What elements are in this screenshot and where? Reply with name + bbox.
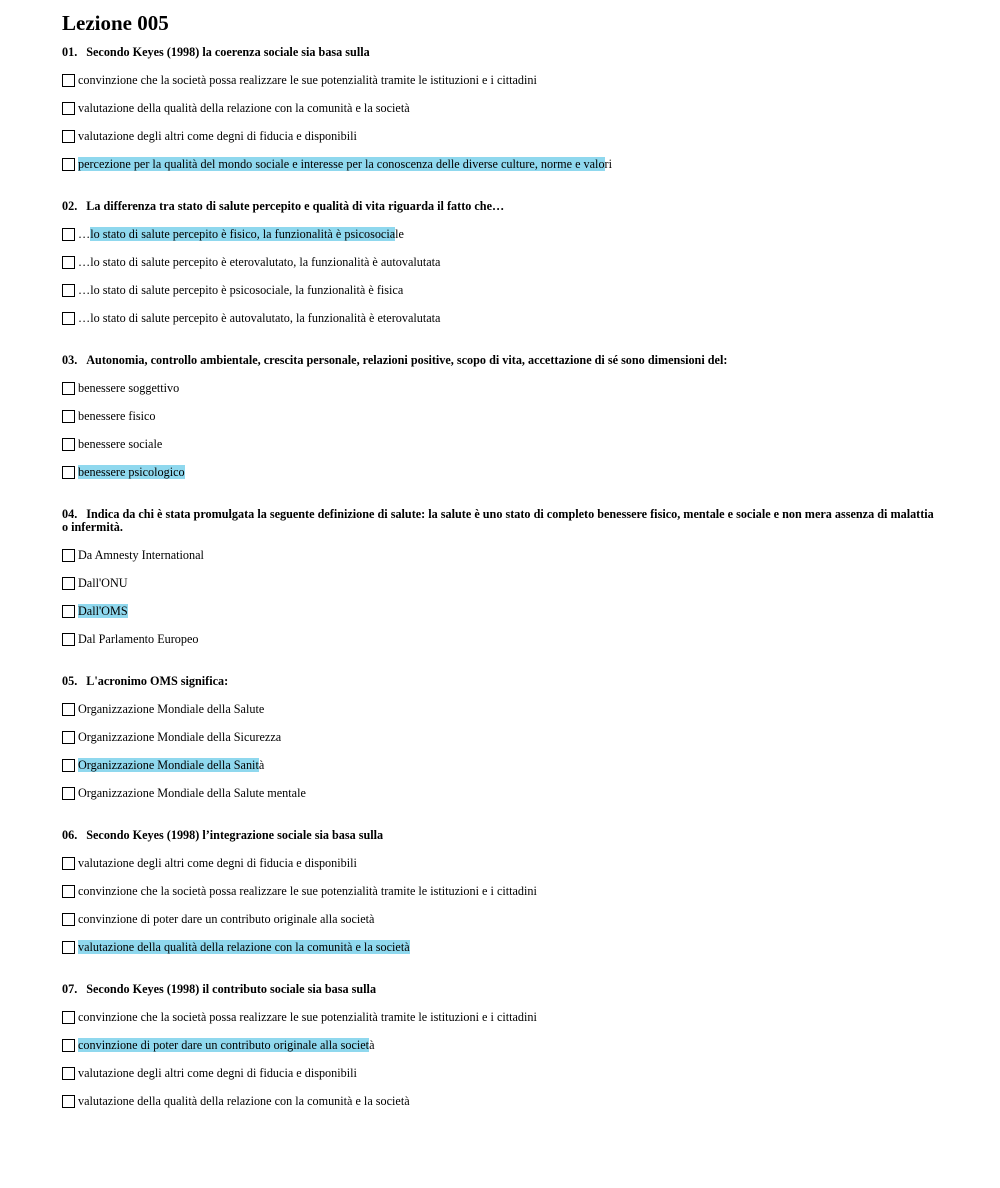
question-spacer [62,660,942,673]
answer-label [78,632,198,647]
answer-option[interactable] [62,73,942,101]
answer-highlight: percezione per la qualità del mondo sociale e interesse per la conoscenza delle diverse culture, norme e valo [78,157,605,171]
answer-checkbox[interactable] [62,857,75,870]
answer-option[interactable] [62,381,942,409]
answer-text: …lo stato di salute percepito è psicosociale, la funzionalità è fisica [78,283,404,297]
answer-checkbox[interactable] [62,549,75,562]
answer-highlight: benessere psicologico [78,465,185,479]
answer-text: le [395,227,404,241]
answer-label [78,758,264,773]
answer-label [78,548,204,563]
question-text [62,352,942,367]
answer-text: Organizzazione Mondiale della Sicurezza [78,730,282,744]
question-4 [62,506,942,673]
answer-text: convinzione che la società possa realizzare le sue potenzialità tramite le istituzioni e i cittadini [78,1010,537,1024]
question-text [62,827,942,842]
answer-checkbox[interactable] [62,703,75,716]
question-number: 02. [62,199,78,213]
question-number: 01. [62,45,78,59]
answer-text: …lo stato di salute percepito è autovalutato, la funzionalità è eterovalutata [78,311,441,325]
answer-option[interactable] [62,730,942,758]
answer-text: benessere sociale [78,437,163,451]
answer-text: Dal Parlamento Europeo [78,632,199,646]
answer-option[interactable] [62,311,942,339]
question-number: 03. [62,353,78,367]
answer-text: benessere soggettivo [78,381,180,395]
answer-text: Da Amnesty International [78,548,204,562]
answer-highlight: Dall'OMS [78,604,128,618]
question-number: 07. [62,982,78,996]
answer-option[interactable] [62,576,942,604]
answer-checkbox[interactable] [62,466,75,479]
answer-label [78,1066,357,1081]
question-number: 06. [62,828,78,842]
answer-text: …lo stato di salute percepito è eterovalutato, la funzionalità è autovalutata [78,255,441,269]
question-3 [62,352,942,506]
question-label: La differenza tra stato di salute percepito e qualità di vita riguarda il fatto che… [86,199,505,213]
question-2 [62,198,942,352]
answer-option[interactable] [62,604,942,632]
answer-label [78,1010,537,1025]
answer-text: valutazione degli altri come degni di fiducia e disponibili [78,1066,357,1080]
answer-option[interactable] [62,1094,942,1122]
answer-option[interactable] [62,912,942,940]
answer-label [78,1094,410,1109]
answer-option[interactable] [62,1066,942,1094]
answer-option[interactable] [62,227,942,255]
answer-label [78,730,281,745]
question-spacer [62,814,942,827]
answer-option[interactable] [62,940,942,968]
answer-label [78,1038,374,1053]
question-text [62,44,942,59]
answer-option[interactable] [62,283,942,311]
question-spacer [62,339,942,352]
answer-label [78,576,128,591]
answer-label [78,465,185,480]
answer-label [78,912,374,927]
answer-text: Organizzazione Mondiale della Salute [78,702,265,716]
question-text [62,981,942,996]
answer-checkbox[interactable] [62,885,75,898]
answer-option[interactable] [62,758,942,786]
answer-label [78,381,179,396]
answer-text: Organizzazione Mondiale della Salute mentale [78,786,306,800]
question-label: Autonomia, controllo ambientale, crescita personale, relazioni positive, scopo di vita, accettazione di sé sono dimensioni del: [86,353,728,367]
answer-option[interactable] [62,157,942,185]
quiz-page [62,10,942,1135]
question-number: 04. [62,507,78,521]
question-text [62,506,942,534]
answer-label [78,311,440,326]
answer-label [78,129,357,144]
answer-label [78,604,128,619]
answer-highlight: Organizzazione Mondiale della Sanit [78,758,259,772]
answer-option[interactable] [62,786,942,814]
answer-label [78,409,156,424]
answer-label [78,884,537,899]
answer-checkbox[interactable] [62,102,75,115]
answer-option[interactable] [62,1038,942,1066]
answer-label [78,101,410,116]
question-spacer [62,493,942,506]
answer-checkbox[interactable] [62,256,75,269]
answer-highlight: lo stato di salute percepito è fisico, la funzionalità è psicosocia [90,227,396,241]
answer-text: à [258,758,265,772]
answer-text: à [369,1038,375,1052]
answer-option[interactable] [62,856,942,884]
answer-option[interactable] [62,129,942,157]
answer-option[interactable] [62,465,942,493]
question-label: L'acronimo OMS significa: [86,674,229,688]
answer-highlight: valutazione della qualità della relazione con la comunità e la società [78,940,410,954]
answer-option[interactable] [62,437,942,465]
answer-label [78,786,306,801]
answer-label [78,856,357,871]
question-6 [62,827,942,981]
answer-checkbox[interactable] [62,1095,75,1108]
page-title: Lezione 005 [62,11,169,35]
answer-text: benessere fisico [78,409,156,423]
answer-label [78,255,440,270]
question-spacer [62,1122,942,1135]
question-list [62,44,942,1135]
question-spacer [62,185,942,198]
answer-option[interactable] [62,884,942,912]
answer-checkbox[interactable] [62,759,75,772]
answer-checkbox[interactable] [62,1067,75,1080]
answer-option[interactable] [62,255,942,283]
answer-option[interactable] [62,702,942,730]
answer-checkbox[interactable] [62,438,75,451]
answer-label [78,283,403,298]
answer-checkbox[interactable] [62,130,75,143]
question-spacer [62,968,942,981]
question-text [62,198,942,213]
answer-checkbox[interactable] [62,74,75,87]
question-number: 05. [62,674,78,688]
question-5 [62,673,942,827]
question-label: Secondo Keyes (1998) la coerenza sociale sia basa sulla [86,45,370,59]
answer-text: convinzione che la società possa realizzare le sue potenzialità tramite le istituzioni e i cittadini [78,884,537,898]
answer-option[interactable] [62,1010,942,1038]
answer-text: valutazione della qualità della relazione con la comunità e la società [78,101,410,115]
answer-label [78,437,162,452]
answer-option[interactable] [62,101,942,129]
question-7 [62,981,942,1135]
answer-label [78,702,264,717]
answer-text: valutazione della qualità della relazione con la comunità e la società [78,1094,410,1108]
answer-checkbox[interactable] [62,941,75,954]
answer-text: valutazione degli altri come degni di fiducia e disponibili [78,129,357,143]
answer-checkbox[interactable] [62,158,75,171]
question-label: Secondo Keyes (1998) il contributo sociale sia basa sulla [86,982,377,996]
answer-checkbox[interactable] [62,410,75,423]
answer-checkbox[interactable] [62,312,75,325]
answer-checkbox[interactable] [62,605,75,618]
answer-checkbox[interactable] [62,1039,75,1052]
answer-text: convinzione di poter dare un contributo originale alla società [78,912,375,926]
answer-checkbox[interactable] [62,633,75,646]
answer-text: ri [604,157,612,171]
answer-label [78,157,612,172]
answer-option[interactable] [62,409,942,437]
answer-label [78,73,537,88]
answer-text: Dall'ONU [78,576,128,590]
question-text [62,673,942,688]
answer-label [78,227,404,242]
answer-checkbox[interactable] [62,787,75,800]
question-label: Indica da chi è stata promulgata la seguente definizione di salute: la salute è uno stato di completo benessere fisico, mentale e sociale e non mera assenza di malattia o infermità. [62,507,934,534]
answer-checkbox[interactable] [62,577,75,590]
answer-checkbox[interactable] [62,228,75,241]
answer-option[interactable] [62,548,942,576]
answer-option[interactable] [62,632,942,660]
question-1 [62,44,942,198]
answer-checkbox[interactable] [62,731,75,744]
answer-text: … [78,227,91,241]
answer-text: valutazione degli altri come degni di fiducia e disponibili [78,856,357,870]
answer-highlight: convinzione di poter dare un contributo originale alla societ [78,1038,370,1052]
question-label: Secondo Keyes (1998) l’integrazione sociale sia basa sulla [86,828,384,842]
answer-checkbox[interactable] [62,1011,75,1024]
answer-label [78,940,410,955]
answer-text: convinzione che la società possa realizzare le sue potenzialità tramite le istituzioni e i cittadini [78,73,537,87]
answer-checkbox[interactable] [62,284,75,297]
answer-checkbox[interactable] [62,913,75,926]
answer-checkbox[interactable] [62,382,75,395]
